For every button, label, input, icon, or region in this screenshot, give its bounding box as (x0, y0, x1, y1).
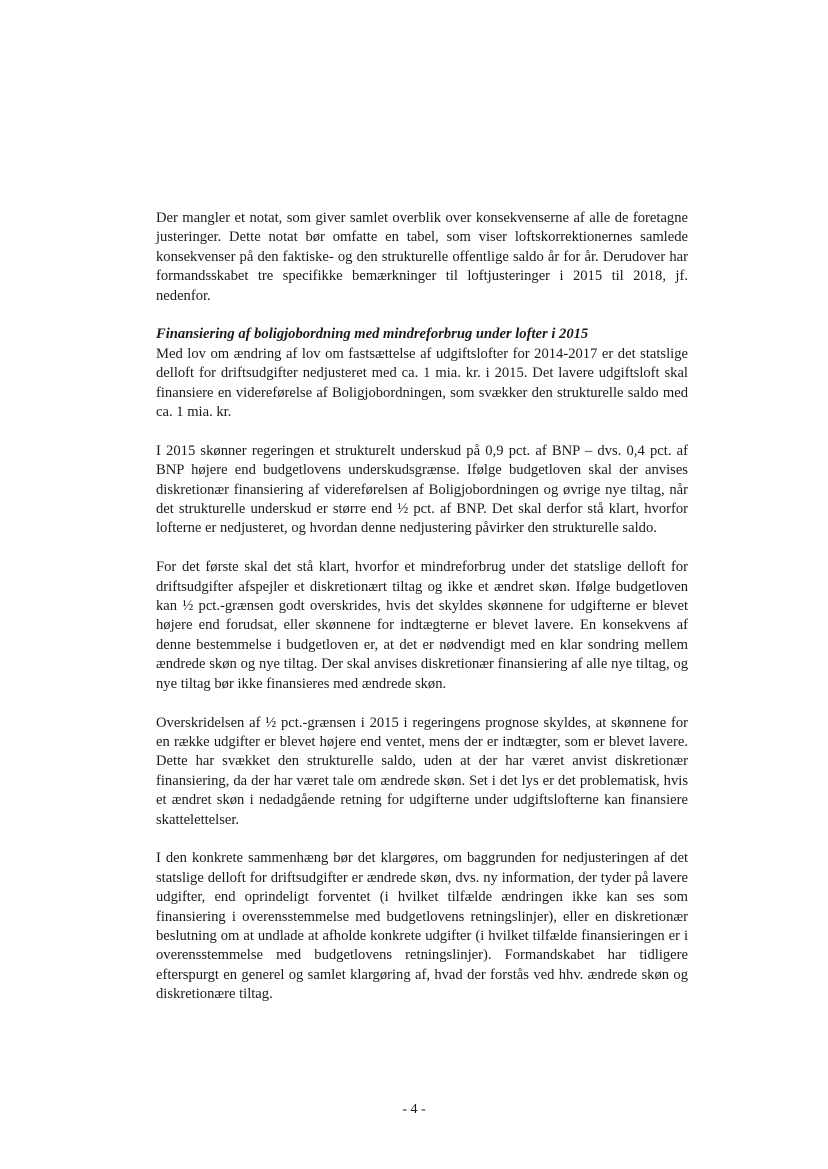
paragraph-structural-deficit: I 2015 skønner regeringen et strukturelt underskud på 0,9 pct. af BNP – dvs. 0,4 pct. af BNP højere end budgetlovens underskudsgrænse. Ifølge budgetloven skal der anvises diskretionær finansiering af videreførelsen af Boligjobordningen og øvrige nye tiltag, når det strukturelle underskud er større end ½ pct. af BNP. Det skal derfor stå klart, hvorfor lofterne er nedjusteret, og hvordan denne nedjustering påvirker den strukturelle saldo. (156, 442, 688, 537)
page-number: - 4 - (402, 1102, 426, 1117)
document-body (156, 209, 688, 1024)
paragraph-overrun: Overskridelsen af ½ pct.-grænsen i 2015 i regeringens prognose skyldes, at skønnene for en række udgifter er blevet højere end ventet, mens der er indtægter, som er blevet lavere. Dette har svækket den strukturelle saldo, uden at der har været anvist diskretionær finansiering, da der har været tale om ændrede skøn. Set i det lys er det problematisk, hvis et ændret skøn i nedadgående retning for udgifterne under udgiftslofterne kan finansiere skattelettelser. (156, 714, 688, 828)
paragraph-first-point: For det første skal det stå klart, hvorfor et mindreforbrug under det statslige delloft for driftsudgifter afspejler et diskretionært tiltag og ikke et ændret skøn. Ifølge budgetloven kan ½ pct.-grænsen godt overskrides, hvis det skyldes skønnene for udgifterne er blevet højere end forudsat, eller skønnene for indtægterne er blevet lavere. En konsekvens af denne bestemmelse i budgetloven er, at det er nødvendigt med en klar sondring mellem ændrede skøn og nye tiltag. Der skal anvises diskretionær finansiering af alle nye tiltag, og nye tiltag bør ikke finansieres med ændrede skøn. (156, 559, 688, 692)
paragraph-clarification: I den konkrete sammenhæng bør det klargøres, om baggrunden for nedjusteringen af det statslige delloft for driftsudgifter er ændrede skøn, dvs. ny information, der tyder på lavere udgifter, end oprindeligt forventet (i hvilket tilfælde ændringen ikke kan ses som finansiering i overensstemmelse med budgetlovens retningslinjer), eller en diskretionær beslutning om at undlade at afholde konkrete udgifter (i hvilket tilfælde finansieringen er i overensstemmelse med budgetlovens retningslinjer). Formandskabet har tidligere efterspurgt en generel og samlet klargøring af, hvad der forstås ved hhv. ændrede skøn og diskretionære tiltag. (156, 850, 688, 1003)
paragraph-overview: Der mangler et notat, som giver samlet overblik over konsekvenserne af alle de foretagne justeringer. Dette notat bør omfatte en tabel, som viser loftskorrektionernes samlede konsekvenser på den faktiske- og den strukturelle offentlige saldo år for år. Derudover har formandsskabet tre specifikke bemærkninger til loftjusteringer i 2015 til 2018, jf. nedenfor. (156, 210, 688, 304)
section-heading: Finansiering af boligjobordning med mindreforbrug under lofter i 2015 (156, 326, 589, 343)
section-boligjob (156, 325, 688, 422)
section-intro: Med lov om ændring af lov om fastsættelse af udgiftslofter for 2014-2017 er det statslige delloft for driftsudgifter nedjusteret med ca. 1 mia. kr. i 2015. Det lavere udgiftsloft skal finansiere en videreførelse af Boligjobordningen, som svækker den strukturelle saldo med ca. 1 mia. kr. (156, 345, 688, 421)
